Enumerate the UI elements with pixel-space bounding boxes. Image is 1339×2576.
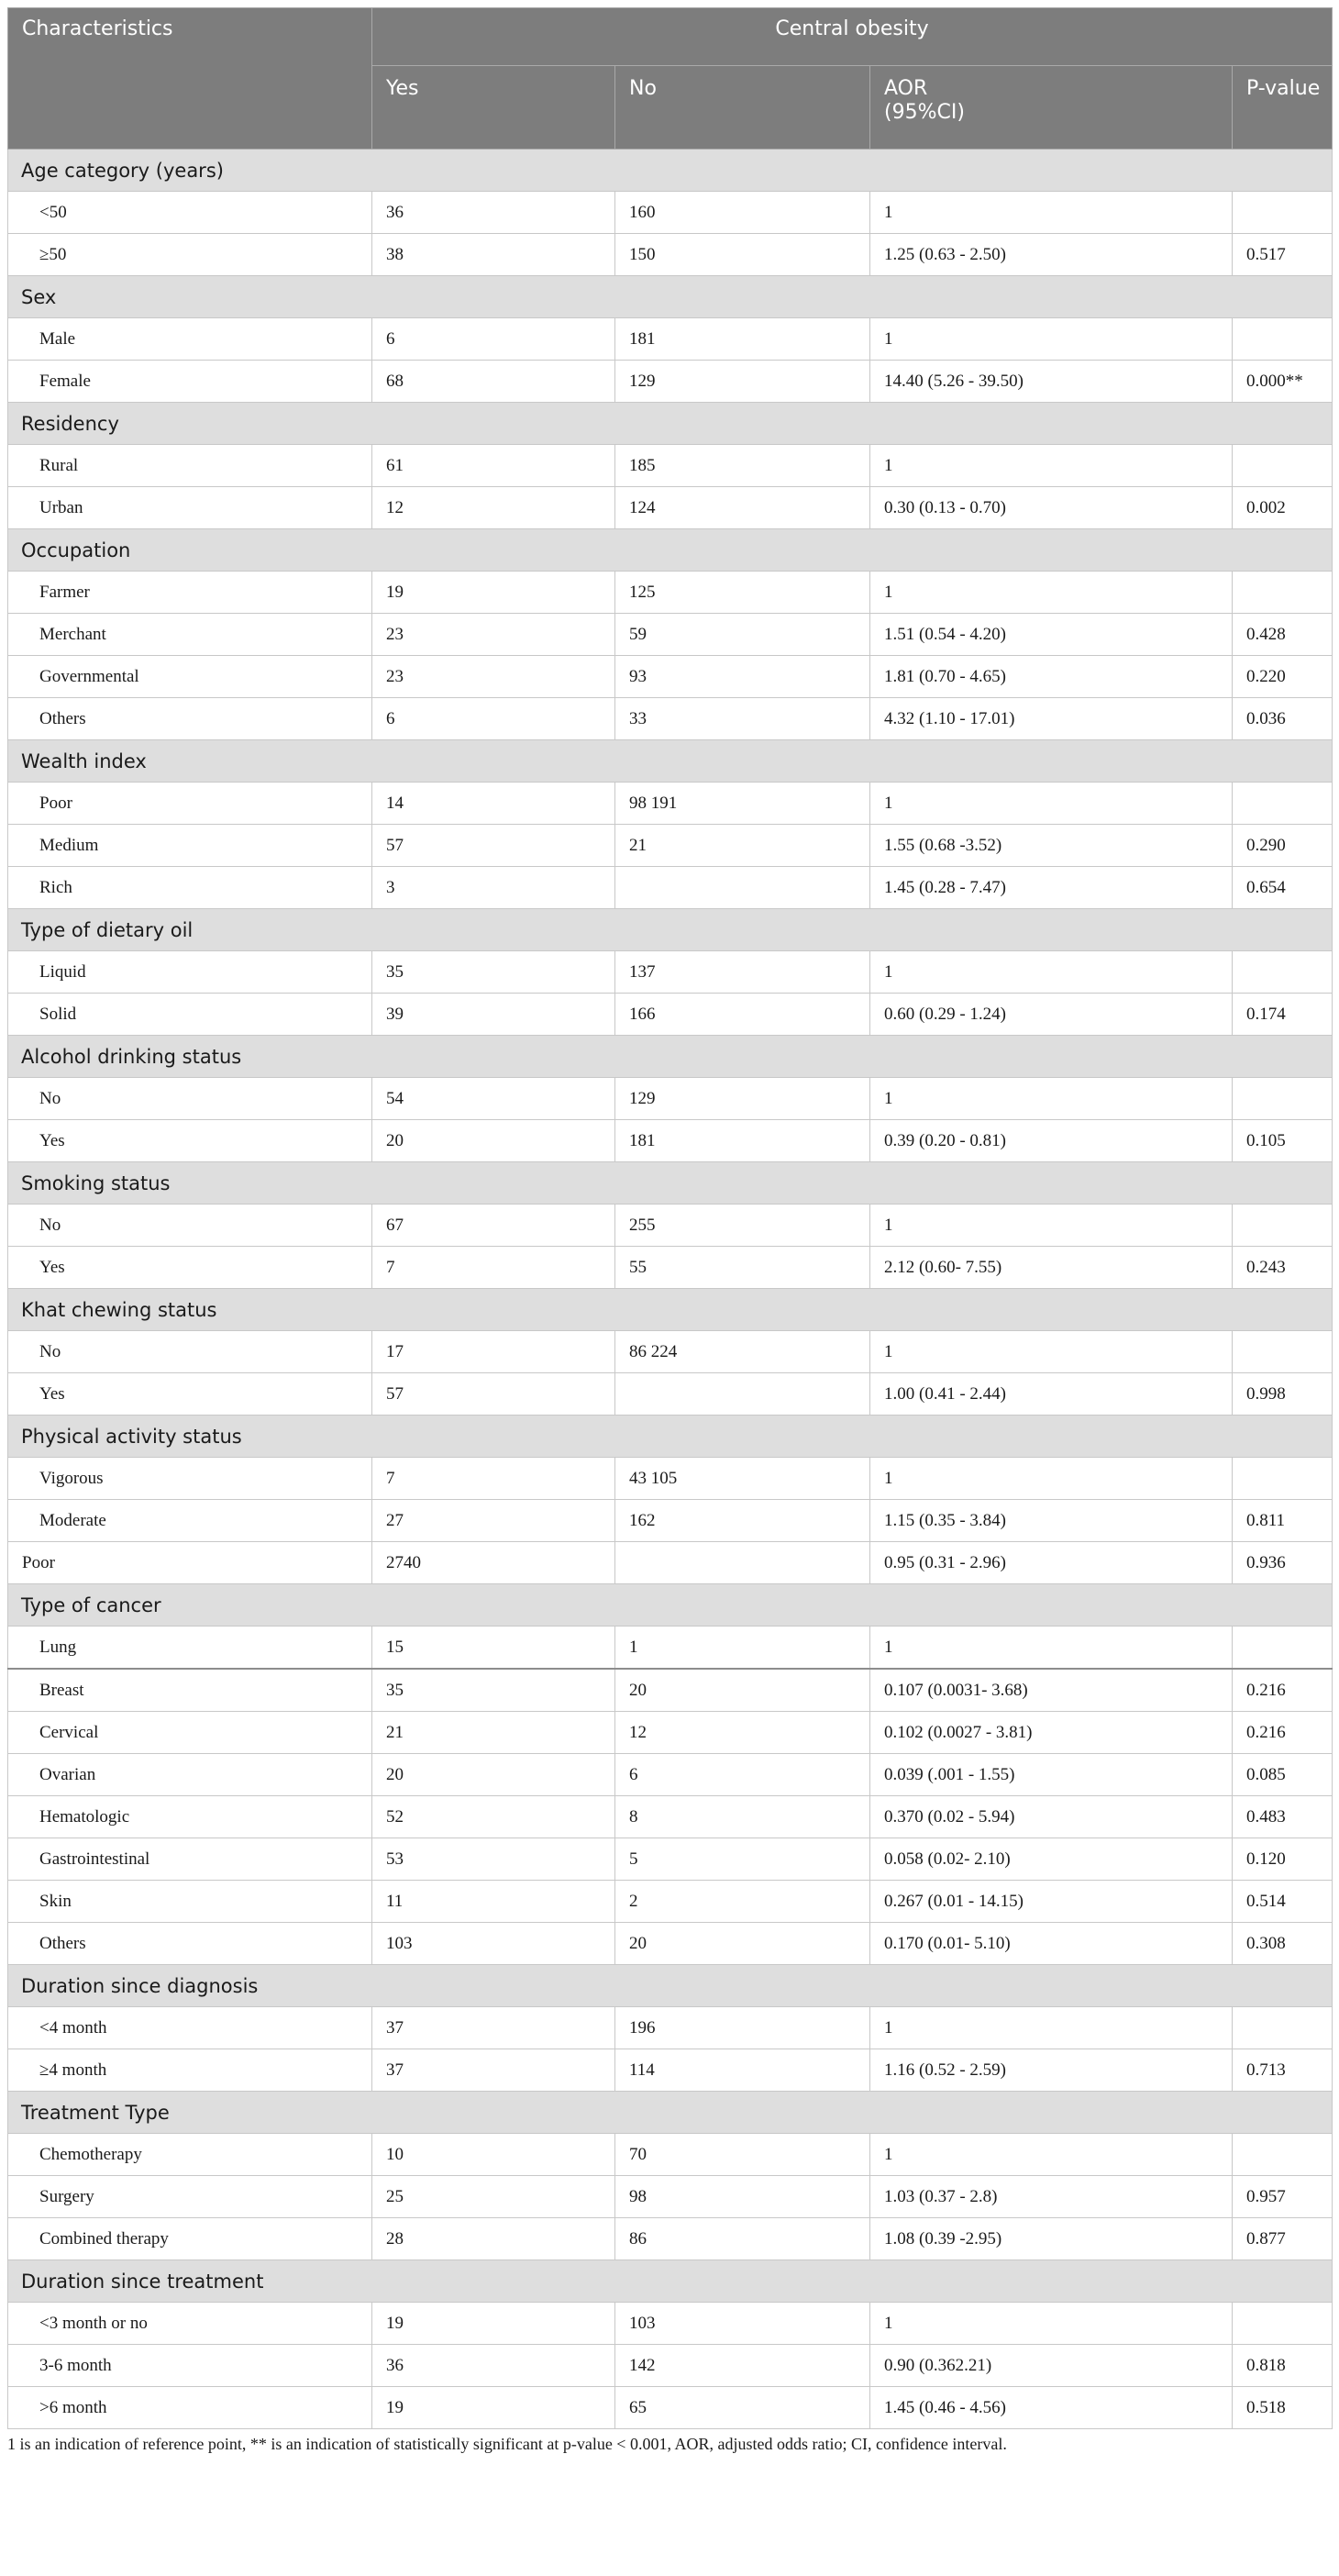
- cell-yes: 2740: [372, 1542, 615, 1584]
- cell-no: 20: [615, 1669, 870, 1712]
- cell-no: 150: [615, 234, 870, 276]
- table-row: [8, 572, 1333, 614]
- cell-yes: 52: [372, 1796, 615, 1838]
- row-label: ≥4 month: [8, 2049, 372, 2092]
- results-table-container: [7, 7, 1332, 2454]
- cell-aor: 1.51 (0.54 - 4.20): [870, 614, 1233, 656]
- row-label: Hematologic: [8, 1796, 372, 1838]
- section-header-row: [8, 1162, 1333, 1205]
- cell-pvalue: [1233, 1078, 1333, 1120]
- cell-yes: 23: [372, 656, 615, 698]
- cell-pvalue: 0.428: [1233, 614, 1333, 656]
- cell-aor: 1.08 (0.39 -2.95): [870, 2218, 1233, 2260]
- cell-aor: 1: [870, 445, 1233, 487]
- cell-yes: 21: [372, 1712, 615, 1754]
- cell-aor: 1: [870, 192, 1233, 234]
- table-row: [8, 867, 1333, 909]
- cell-yes: 7: [372, 1247, 615, 1289]
- cell-aor: 1.55 (0.68 -3.52): [870, 825, 1233, 867]
- section-title: Type of cancer: [8, 1584, 1333, 1627]
- section-title: Treatment Type: [8, 2092, 1333, 2134]
- cell-yes: 38: [372, 234, 615, 276]
- cell-no: 125: [615, 572, 870, 614]
- section-header-row: [8, 276, 1333, 318]
- table-row: [8, 234, 1333, 276]
- table-row: [8, 1542, 1333, 1584]
- table-row: [8, 1078, 1333, 1120]
- table-row: [8, 1500, 1333, 1542]
- section-header-row: [8, 529, 1333, 572]
- cell-pvalue: 0.483: [1233, 1796, 1333, 1838]
- row-label: Chemotherapy: [8, 2134, 372, 2176]
- cell-pvalue: 0.936: [1233, 1542, 1333, 1584]
- cell-no: 86 224: [615, 1331, 870, 1373]
- section-header-row: [8, 403, 1333, 445]
- table-row: [8, 1120, 1333, 1162]
- table-header: [8, 8, 1333, 150]
- row-label: <4 month: [8, 2007, 372, 2049]
- section-header-row: [8, 1416, 1333, 1458]
- cell-pvalue: [1233, 783, 1333, 825]
- cell-no: 98: [615, 2176, 870, 2218]
- cell-pvalue: 0.036: [1233, 698, 1333, 740]
- cell-aor: 0.39 (0.20 - 0.81): [870, 1120, 1233, 1162]
- cell-yes: 67: [372, 1205, 615, 1247]
- table-row: [8, 1205, 1333, 1247]
- cell-pvalue: 0.105: [1233, 1120, 1333, 1162]
- cell-yes: 19: [372, 572, 615, 614]
- row-label: Rich: [8, 867, 372, 909]
- cell-aor: 0.370 (0.02 - 5.94): [870, 1796, 1233, 1838]
- cell-aor: 1: [870, 1627, 1233, 1670]
- table-row: [8, 1458, 1333, 1500]
- header-central-obesity: Central obesity: [372, 8, 1333, 66]
- cell-aor: 0.30 (0.13 - 0.70): [870, 487, 1233, 529]
- cell-yes: 28: [372, 2218, 615, 2260]
- cell-aor: 1: [870, 783, 1233, 825]
- table-row: [8, 1838, 1333, 1881]
- section-title: Type of dietary oil: [8, 909, 1333, 951]
- section-header-row: [8, 740, 1333, 783]
- table-row: [8, 1373, 1333, 1416]
- cell-pvalue: 0.085: [1233, 1754, 1333, 1796]
- cell-no: 59: [615, 614, 870, 656]
- cell-pvalue: [1233, 2007, 1333, 2049]
- cell-aor: 1: [870, 2007, 1233, 2049]
- table-row: [8, 783, 1333, 825]
- cell-yes: 7: [372, 1458, 615, 1500]
- cell-no: 103: [615, 2303, 870, 2345]
- cell-pvalue: 0.216: [1233, 1669, 1333, 1712]
- section-title: Wealth index: [8, 740, 1333, 783]
- cell-no: 166: [615, 994, 870, 1036]
- cell-pvalue: 0.818: [1233, 2345, 1333, 2387]
- cell-aor: 1: [870, 572, 1233, 614]
- cell-no: 129: [615, 361, 870, 403]
- table-footnote: 1 is an indication of reference point, ** is an indication of statistically significant at p-value < 0.001, AOR, adjusted odds ratio; CI, confidence interval.: [7, 2435, 1007, 2453]
- cell-yes: 19: [372, 2303, 615, 2345]
- table-row: [8, 994, 1333, 1036]
- cell-aor: 1: [870, 318, 1233, 361]
- table-row: [8, 1754, 1333, 1796]
- table-row: [8, 951, 1333, 994]
- table-row: [8, 1247, 1333, 1289]
- cell-no: 55: [615, 1247, 870, 1289]
- cell-no: 142: [615, 2345, 870, 2387]
- cell-aor: 1.00 (0.41 - 2.44): [870, 1373, 1233, 1416]
- cell-pvalue: [1233, 951, 1333, 994]
- table-row: [8, 2387, 1333, 2429]
- cell-pvalue: [1233, 192, 1333, 234]
- section-title: Age category (years): [8, 150, 1333, 192]
- section-title: Khat chewing status: [8, 1289, 1333, 1331]
- cell-pvalue: 0.216: [1233, 1712, 1333, 1754]
- cell-aor: 1.81 (0.70 - 4.65): [870, 656, 1233, 698]
- cell-pvalue: 0.000**: [1233, 361, 1333, 403]
- cell-yes: 20: [372, 1120, 615, 1162]
- cell-yes: 19: [372, 2387, 615, 2429]
- cell-no: 1: [615, 1627, 870, 1670]
- cell-pvalue: 0.517: [1233, 234, 1333, 276]
- row-label: Liquid: [8, 951, 372, 994]
- cell-yes: 37: [372, 2007, 615, 2049]
- row-label: Combined therapy: [8, 2218, 372, 2260]
- cell-no: 6: [615, 1754, 870, 1796]
- cell-aor: 0.60 (0.29 - 1.24): [870, 994, 1233, 1036]
- cell-aor: 0.95 (0.31 - 2.96): [870, 1542, 1233, 1584]
- cell-pvalue: 0.654: [1233, 867, 1333, 909]
- header-no: No: [615, 66, 870, 150]
- cell-yes: 6: [372, 698, 615, 740]
- row-label: <50: [8, 192, 372, 234]
- cell-yes: 68: [372, 361, 615, 403]
- cell-aor: 0.039 (.001 - 1.55): [870, 1754, 1233, 1796]
- cell-yes: 17: [372, 1331, 615, 1373]
- row-label: >6 month: [8, 2387, 372, 2429]
- section-header-row: [8, 909, 1333, 951]
- cell-aor: 0.102 (0.0027 - 3.81): [870, 1712, 1233, 1754]
- cell-aor: 1: [870, 2134, 1233, 2176]
- row-label: ≥50: [8, 234, 372, 276]
- table-row: [8, 2134, 1333, 2176]
- cell-pvalue: [1233, 2303, 1333, 2345]
- cell-yes: 25: [372, 2176, 615, 2218]
- cell-no: 98 191: [615, 783, 870, 825]
- section-title: Residency: [8, 403, 1333, 445]
- cell-yes: 36: [372, 192, 615, 234]
- cell-no: 124: [615, 487, 870, 529]
- header-pvalue: P-value: [1233, 66, 1333, 150]
- cell-pvalue: 0.998: [1233, 1373, 1333, 1416]
- cell-yes: 11: [372, 1881, 615, 1923]
- section-title: Sex: [8, 276, 1333, 318]
- cell-aor: 1.16 (0.52 - 2.59): [870, 2049, 1233, 2092]
- cell-no: 196: [615, 2007, 870, 2049]
- cell-aor: 1.25 (0.63 - 2.50): [870, 234, 1233, 276]
- row-label: Medium: [8, 825, 372, 867]
- row-label: Urban: [8, 487, 372, 529]
- cell-aor: 2.12 (0.60- 7.55): [870, 1247, 1233, 1289]
- cell-pvalue: [1233, 445, 1333, 487]
- table-row: [8, 2007, 1333, 2049]
- cell-pvalue: [1233, 1205, 1333, 1247]
- cell-no: 129: [615, 1078, 870, 1120]
- table-row: [8, 2345, 1333, 2387]
- row-label: Poor: [8, 1542, 372, 1584]
- row-label: Others: [8, 698, 372, 740]
- cell-pvalue: 0.308: [1233, 1923, 1333, 1965]
- section-header-row: [8, 1584, 1333, 1627]
- section-title: Duration since diagnosis: [8, 1965, 1333, 2007]
- cell-aor: 14.40 (5.26 - 39.50): [870, 361, 1233, 403]
- cell-pvalue: 0.957: [1233, 2176, 1333, 2218]
- cell-aor: 0.107 (0.0031- 3.68): [870, 1669, 1233, 1712]
- cell-no: 43 105: [615, 1458, 870, 1500]
- cell-no: [615, 1542, 870, 1584]
- cell-aor: 0.058 (0.02- 2.10): [870, 1838, 1233, 1881]
- cell-yes: 23: [372, 614, 615, 656]
- table-row: [8, 2218, 1333, 2260]
- table-row: [8, 2303, 1333, 2345]
- row-label: Moderate: [8, 1500, 372, 1542]
- table-row: [8, 2176, 1333, 2218]
- cell-aor: 1.15 (0.35 - 3.84): [870, 1500, 1233, 1542]
- cell-aor: 1: [870, 1331, 1233, 1373]
- cell-no: 114: [615, 2049, 870, 2092]
- row-label: Governmental: [8, 656, 372, 698]
- cell-no: 160: [615, 192, 870, 234]
- cell-no: 20: [615, 1923, 870, 1965]
- cell-no: 21: [615, 825, 870, 867]
- table-row: [8, 614, 1333, 656]
- row-label: Lung: [8, 1627, 372, 1670]
- cell-yes: 61: [372, 445, 615, 487]
- row-label: Breast: [8, 1669, 372, 1712]
- header-yes: Yes: [372, 66, 615, 150]
- cell-aor: 1: [870, 1458, 1233, 1500]
- cell-pvalue: 0.243: [1233, 1247, 1333, 1289]
- row-label: Solid: [8, 994, 372, 1036]
- section-title: Alcohol drinking status: [8, 1036, 1333, 1078]
- cell-pvalue: [1233, 572, 1333, 614]
- table-row: [8, 1669, 1333, 1712]
- cell-no: 8: [615, 1796, 870, 1838]
- cell-pvalue: [1233, 1627, 1333, 1670]
- cell-yes: 37: [372, 2049, 615, 2092]
- cell-aor: 1: [870, 1078, 1233, 1120]
- cell-pvalue: 0.514: [1233, 1881, 1333, 1923]
- cell-yes: 39: [372, 994, 615, 1036]
- cell-pvalue: 0.220: [1233, 656, 1333, 698]
- table-row: [8, 698, 1333, 740]
- cell-pvalue: 0.811: [1233, 1500, 1333, 1542]
- cell-no: 181: [615, 318, 870, 361]
- cell-pvalue: 0.174: [1233, 994, 1333, 1036]
- table-row: [8, 1627, 1333, 1670]
- section-header-row: [8, 2260, 1333, 2303]
- cell-yes: 53: [372, 1838, 615, 1881]
- cell-pvalue: 0.002: [1233, 487, 1333, 529]
- section-header-row: [8, 1965, 1333, 2007]
- cell-aor: 1: [870, 1205, 1233, 1247]
- cell-no: 181: [615, 1120, 870, 1162]
- cell-no: 185: [615, 445, 870, 487]
- section-title: Smoking status: [8, 1162, 1333, 1205]
- row-label: Merchant: [8, 614, 372, 656]
- row-label: Cervical: [8, 1712, 372, 1754]
- cell-yes: 35: [372, 1669, 615, 1712]
- cell-aor: 1.45 (0.28 - 7.47): [870, 867, 1233, 909]
- header-aor-line2: (95%CI): [884, 100, 965, 124]
- cell-yes: 57: [372, 825, 615, 867]
- cell-no: [615, 1373, 870, 1416]
- cell-pvalue: [1233, 318, 1333, 361]
- table-row: [8, 1796, 1333, 1838]
- row-label: Farmer: [8, 572, 372, 614]
- row-label: Female: [8, 361, 372, 403]
- row-label: Skin: [8, 1881, 372, 1923]
- row-label: Vigorous: [8, 1458, 372, 1500]
- cell-yes: 3: [372, 867, 615, 909]
- row-label: Others: [8, 1923, 372, 1965]
- cell-no: 255: [615, 1205, 870, 1247]
- central-obesity-table: [7, 7, 1333, 2429]
- cell-aor: 0.267 (0.01 - 14.15): [870, 1881, 1233, 1923]
- cell-aor: 1: [870, 951, 1233, 994]
- table-row: [8, 1331, 1333, 1373]
- row-label: No: [8, 1078, 372, 1120]
- section-header-row: [8, 1289, 1333, 1331]
- cell-aor: 1.45 (0.46 - 4.56): [870, 2387, 1233, 2429]
- cell-yes: 57: [372, 1373, 615, 1416]
- cell-yes: 6: [372, 318, 615, 361]
- cell-aor: 1.03 (0.37 - 2.8): [870, 2176, 1233, 2218]
- cell-no: 33: [615, 698, 870, 740]
- table-row: [8, 656, 1333, 698]
- cell-no: 5: [615, 1838, 870, 1881]
- row-label: Yes: [8, 1373, 372, 1416]
- cell-no: 162: [615, 1500, 870, 1542]
- cell-pvalue: 0.290: [1233, 825, 1333, 867]
- cell-pvalue: 0.120: [1233, 1838, 1333, 1881]
- table-row: [8, 825, 1333, 867]
- row-label: Surgery: [8, 2176, 372, 2218]
- table-row: [8, 1881, 1333, 1923]
- cell-no: 93: [615, 656, 870, 698]
- cell-no: 65: [615, 2387, 870, 2429]
- cell-aor: 1: [870, 2303, 1233, 2345]
- cell-no: 137: [615, 951, 870, 994]
- cell-yes: 27: [372, 1500, 615, 1542]
- header-aor-line1: AOR: [884, 77, 928, 100]
- cell-no: 86: [615, 2218, 870, 2260]
- section-header-row: [8, 2092, 1333, 2134]
- header-characteristics: Characteristics: [8, 8, 372, 150]
- table-row: [8, 192, 1333, 234]
- table-row: [8, 487, 1333, 529]
- cell-yes: 54: [372, 1078, 615, 1120]
- row-label: Gastrointestinal: [8, 1838, 372, 1881]
- table-row: [8, 1712, 1333, 1754]
- cell-yes: 14: [372, 783, 615, 825]
- cell-yes: 20: [372, 1754, 615, 1796]
- cell-yes: 10: [372, 2134, 615, 2176]
- row-label: Ovarian: [8, 1754, 372, 1796]
- row-label: Male: [8, 318, 372, 361]
- section-title: Physical activity status: [8, 1416, 1333, 1458]
- cell-no: 12: [615, 1712, 870, 1754]
- cell-pvalue: [1233, 1331, 1333, 1373]
- cell-pvalue: 0.713: [1233, 2049, 1333, 2092]
- cell-no: [615, 867, 870, 909]
- section-title: Duration since treatment: [8, 2260, 1333, 2303]
- cell-pvalue: 0.518: [1233, 2387, 1333, 2429]
- table-row: [8, 445, 1333, 487]
- header-aor: [870, 66, 1233, 150]
- row-label: 3-6 month: [8, 2345, 372, 2387]
- cell-no: 70: [615, 2134, 870, 2176]
- cell-yes: 36: [372, 2345, 615, 2387]
- row-label: Yes: [8, 1120, 372, 1162]
- cell-aor: 0.90 (0.362.21): [870, 2345, 1233, 2387]
- table-row: [8, 318, 1333, 361]
- table-row: [8, 1923, 1333, 1965]
- cell-pvalue: [1233, 1458, 1333, 1500]
- section-header-row: [8, 1036, 1333, 1078]
- cell-pvalue: [1233, 2134, 1333, 2176]
- row-label: Poor: [8, 783, 372, 825]
- row-label: No: [8, 1331, 372, 1373]
- cell-aor: 0.170 (0.01- 5.10): [870, 1923, 1233, 1965]
- row-label: Yes: [8, 1247, 372, 1289]
- cell-aor: 4.32 (1.10 - 17.01): [870, 698, 1233, 740]
- section-header-row: [8, 150, 1333, 192]
- table-row: [8, 2049, 1333, 2092]
- table-row: [8, 361, 1333, 403]
- section-title: Occupation: [8, 529, 1333, 572]
- cell-yes: 35: [372, 951, 615, 994]
- cell-yes: 103: [372, 1923, 615, 1965]
- cell-yes: 12: [372, 487, 615, 529]
- row-label: <3 month or no: [8, 2303, 372, 2345]
- cell-no: 2: [615, 1881, 870, 1923]
- row-label: Rural: [8, 445, 372, 487]
- cell-yes: 15: [372, 1627, 615, 1670]
- cell-pvalue: 0.877: [1233, 2218, 1333, 2260]
- table-body: [8, 150, 1333, 2429]
- row-label: No: [8, 1205, 372, 1247]
